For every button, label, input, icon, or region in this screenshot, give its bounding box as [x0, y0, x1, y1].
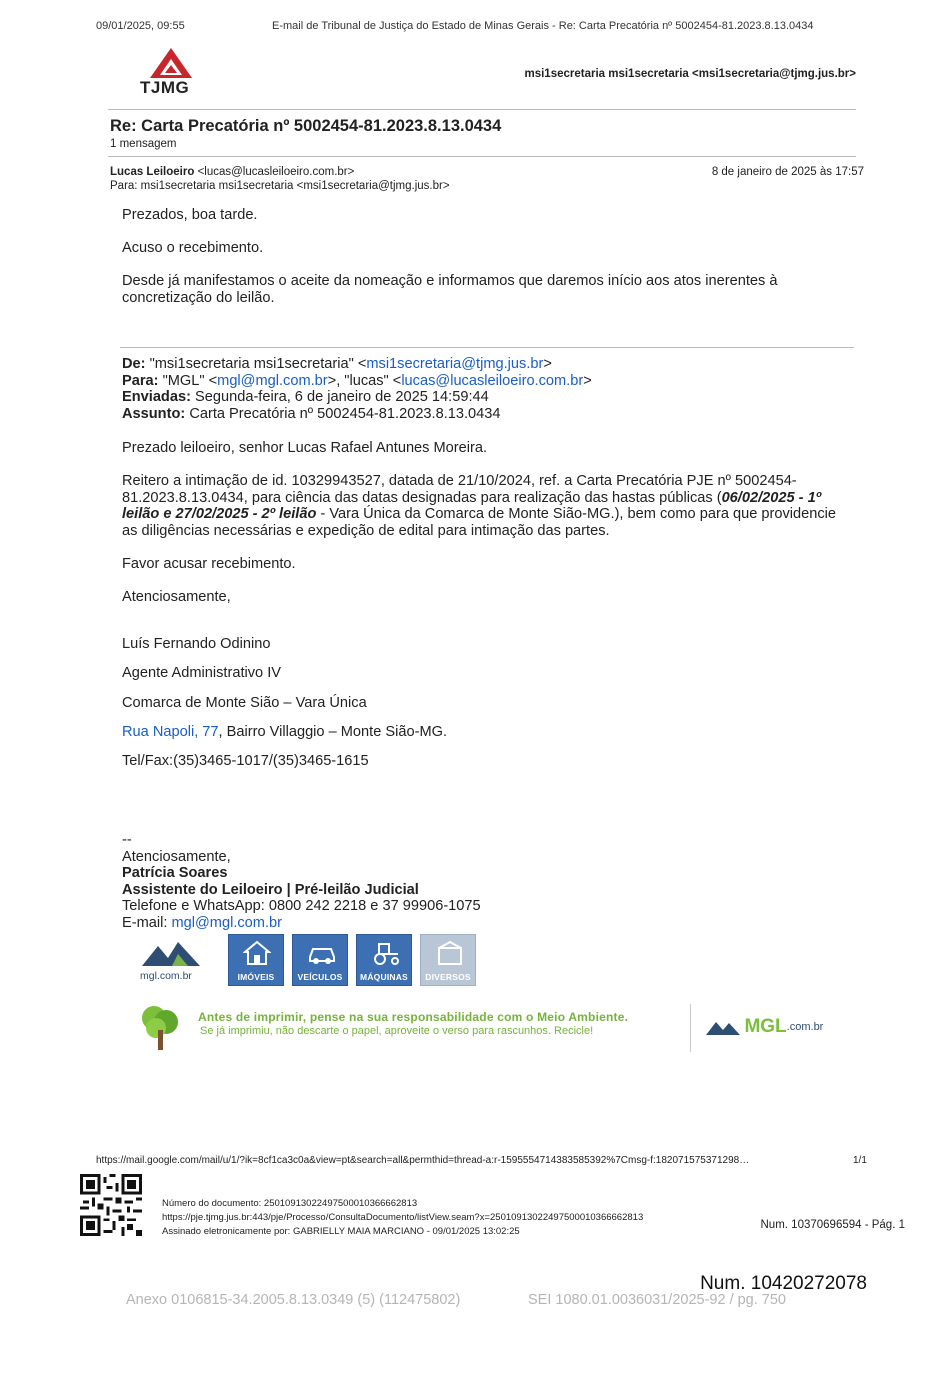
quoted-to-part-a: "MGL" <: [162, 373, 218, 389]
subject-divider: [108, 156, 856, 157]
footer-url: https://mail.google.com/mail/u/1/?ik=8cf1ca3c0a&view=pt&search=all&permthid=thread-a:r-1595554714383585392%7Cmsg-f:182071575371298…: [96, 1155, 750, 1166]
quoted-to: [122, 373, 592, 390]
category-maquinas-label: MÁQUINAS: [360, 972, 408, 982]
quote-divider: [120, 347, 854, 348]
quoted-to-part-b: >, "lucas" <: [327, 373, 402, 389]
category-imoveis[interactable]: [228, 934, 284, 986]
footer-doc-url[interactable]: https://pje.tjmg.jus.br:443/pje/Processo/ConsultaDocumento/listView.seam?x=25010913022497500010366662813: [162, 1212, 644, 1223]
recipient-line: Para: msi1secretaria msi1secretaria <msi1secretaria@tjmg.jus.br>: [110, 180, 450, 192]
box-icon: [435, 940, 465, 966]
quoted-greeting: Prezado leiloeiro, senhor Lucas Rafael Antunes Moreira.: [122, 440, 488, 456]
document-number: Num. 10420272078: [700, 1273, 867, 1294]
signature-title: Assistente do Leiloeiro | Pré-leilão Judicial: [122, 882, 419, 898]
quoted-closing: Atenciosamente,: [122, 589, 231, 605]
eco-brand-suffix: .com.br: [786, 1021, 824, 1033]
qr-code-icon: [80, 1174, 142, 1236]
body-greeting: Prezados, boa tarde.: [122, 207, 258, 223]
sender-name: Lucas Leiloeiro: [110, 166, 195, 178]
quoted-from-close: >: [543, 356, 552, 372]
signature-email-link[interactable]: mgl@mgl.com.br: [171, 915, 282, 931]
message-date: 8 de janeiro de 2025 às 17:57: [711, 166, 864, 178]
quoted-favor: Favor acusar recebimento.: [122, 556, 296, 572]
mgl-logo: [138, 936, 208, 986]
tractor-icon: [371, 940, 401, 966]
eco-line-2: Se já imprimiu, não descarte o papel, aproveite o verso para rascunhos. Recicle!: [200, 1025, 594, 1037]
print-title: E-mail de Tribunal de Justiça do Estado de Minas Gerais - Re: Carta Precatória nº 5002454-81.2023.8.13.0434: [272, 20, 814, 32]
car-icon: [307, 940, 337, 966]
anexo-watermark: Anexo 0106815-34.2005.8.13.0349 (5) (112475802): [126, 1292, 461, 1308]
mgl-logo-text: mgl.com.br: [140, 970, 192, 982]
quoted-from: [122, 356, 552, 373]
quoted-subject-label: Assunto:: [122, 406, 186, 422]
category-diversos-label: DIVERSOS: [425, 972, 471, 982]
quoted-paragraph-end: - Vara Única da Comarca de Monte Sião-MG.), bem como para que providencie as diligências necessárias e expedição de edital para intimação das partes.: [122, 506, 837, 539]
house-icon: [243, 940, 271, 966]
tjmg-logo: [138, 46, 204, 98]
quoted-from-name: "msi1secretaria msi1secretaria" <: [149, 356, 367, 372]
sig-address-link[interactable]: Rua Napoli, 77: [122, 724, 219, 740]
body-ack: Acuso o recebimento.: [122, 240, 264, 256]
sender-email: <lucas@lucasleiloeiro.com.br>: [197, 166, 355, 178]
sig-role: Agente Administrativo IV: [122, 665, 281, 681]
quoted-to-email-link-2[interactable]: lucas@lucasleiloeiro.com.br: [401, 373, 584, 389]
footer-num-page: Num. 10370696594 - Pág. 1: [760, 1219, 905, 1231]
category-imoveis-label: IMÓVEIS: [237, 972, 275, 982]
signature-dashes: --: [122, 832, 132, 848]
quoted-subject-value: Carta Precatória nº 5002454-81.2023.8.13.0434: [189, 406, 501, 422]
header-divider: [108, 109, 856, 110]
footer-signed: Assinado eletronicamente por: GABRIELLY MAIA MARCIANO - 09/01/2025 13:02:25: [162, 1226, 520, 1237]
eco-divider: [690, 1004, 691, 1052]
sei-watermark: SEI 1080.01.0036031/2025-92 / pg. 750: [528, 1292, 786, 1308]
tjmg-logo-mark-icon: [138, 46, 204, 80]
quoted-to-part-c: >: [583, 373, 592, 389]
signature-name: Patrícia Soares: [122, 865, 228, 881]
category-maquinas[interactable]: [356, 934, 412, 986]
quoted-paragraph-start: Reitero a intimação de id. 10329943527, datada de 21/10/2024, ref. a Carta Precatória PJE nº 5002454-81.2023.8.13.0434, para ciência das datas designadas para realização das hastas públicas (: [122, 473, 797, 506]
quoted-from-email-link[interactable]: msi1secretaria@tjmg.jus.br: [366, 356, 544, 372]
eco-brand: [706, 1016, 823, 1038]
print-datetime: 09/01/2025, 09:55: [96, 20, 185, 32]
sig-address: [122, 724, 447, 741]
sig-address-rest: , Bairro Villaggio – Monte Sião-MG.: [218, 724, 448, 740]
message-count: 1 mensagem: [110, 138, 177, 150]
sig-name: Luís Fernando Odinino: [122, 636, 271, 652]
sig-org: Comarca de Monte Sião – Vara Única: [122, 695, 367, 711]
category-diversos[interactable]: [420, 934, 476, 986]
category-veiculos[interactable]: [292, 934, 348, 986]
eco-banner: [130, 1000, 856, 1056]
mgl-mountain-icon: [706, 1019, 740, 1035]
signature-closing: Atenciosamente,: [122, 849, 231, 865]
signature-email: [122, 915, 282, 932]
quoted-to-label: Para:: [122, 373, 159, 389]
signature-email-label: E-mail:: [122, 915, 172, 931]
eco-brand-name: MGL: [744, 1016, 787, 1037]
tree-icon: [134, 1002, 188, 1052]
quoted-paragraph: [122, 473, 850, 539]
category-veiculos-label: VEÍCULOS: [297, 972, 343, 982]
quoted-to-email-link-1[interactable]: mgl@mgl.com.br: [217, 373, 328, 389]
sender-line: [110, 165, 354, 179]
quoted-sent-value: Segunda-feira, 6 de janeiro de 2025 14:59:44: [195, 389, 489, 405]
account-label: msi1secretaria msi1secretaria <msi1secretaria@tjmg.jus.br>: [524, 68, 856, 80]
tjmg-logo-text: TJMG: [140, 78, 190, 97]
quoted-from-label: De:: [122, 356, 146, 372]
thread-subject: Re: Carta Precatória nº 5002454-81.2023.8.13.0434: [110, 117, 502, 135]
quoted-sent-label: Enviadas:: [122, 389, 191, 405]
mountains-icon: [138, 936, 208, 970]
sig-phone: Tel/Fax:(35)3465-1017/(35)3465-1615: [122, 753, 369, 769]
quoted-sent: [122, 389, 489, 406]
signature-phone: Telefone e WhatsApp: 0800 242 2218 e 37 99906-1075: [122, 898, 481, 914]
footer-page: 1/1: [853, 1155, 867, 1166]
body-acceptance: Desde já manifestamos o aceite da nomeação e informamos que daremos início aos atos inerentes à concretização do leilão.: [122, 273, 778, 306]
eco-line-1: Antes de imprimir, pense na sua responsabilidade com o Meio Ambiente.: [198, 1010, 629, 1024]
quoted-subject: [122, 406, 501, 423]
footer-doc-number: Número do documento: 25010913022497500010366662813: [162, 1198, 418, 1209]
auction-dates-emphasis: 06/02/2025 - 1º leilão e 27/02/2025 - 2º leilão: [122, 489, 822, 522]
